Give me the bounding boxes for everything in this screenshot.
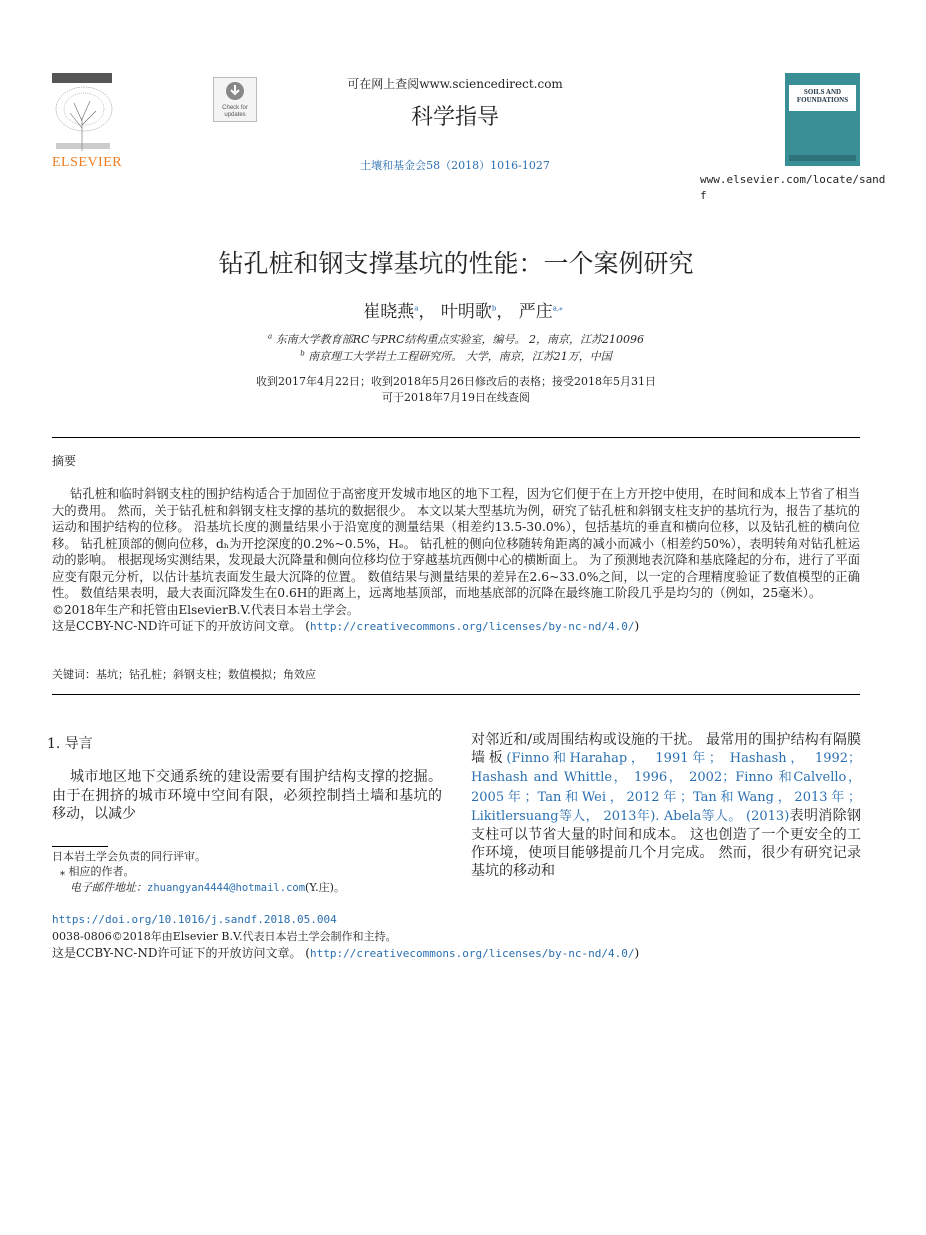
intro-right-post: 表明消除钢支柱可以节省大量的时间和成本。 这也创造了一个更安全的工作环境，使项目能够提前几个月完成。 然而，很少有研究记录基坑的移动和 xyxy=(471,807,861,880)
license-suffix: ) xyxy=(634,619,640,633)
check-for-updates-badge[interactable] xyxy=(213,77,257,122)
journal-name: 科学指导 xyxy=(410,105,499,130)
email-label: 电子邮件地址： xyxy=(70,881,147,894)
available-online: 可在网上查阅www.sciencedirect.com xyxy=(347,77,563,91)
abstract-heading: 摘要 xyxy=(52,454,77,468)
journal-citation[interactable]: 土壤和基金会58（2018）1016-1027 xyxy=(360,159,550,172)
elsevier-tree-icon xyxy=(52,73,122,153)
email-suffix: (Y.庄)。 xyxy=(305,881,345,894)
author-name: 崔晓燕 xyxy=(363,302,415,322)
article-title: 钻孔桩和钢支撑基坑的性能：一个案例研究 xyxy=(218,249,694,278)
footer-license xyxy=(52,944,639,961)
keywords-label: 关键词： xyxy=(52,668,96,681)
affiliation-sup: a xyxy=(268,332,273,341)
keywords xyxy=(52,666,316,682)
intro-right-pre: 对邻近和/或周围结构或设施的干扰。 最常用的围护结构有隔膜墙板 xyxy=(471,732,861,767)
footer-license-prefix: 这是CCBY-NC-ND许可证下的开放访问文章。 ( xyxy=(52,946,310,960)
corresponding-text: 相应的作者。 xyxy=(68,865,135,878)
footnote-corresponding xyxy=(60,864,135,880)
footnote-rule xyxy=(52,846,108,847)
affiliation-text: 南京理工大学岩土工程研究所。 大学，南京，江苏21万，中国 xyxy=(308,350,612,363)
affiliation xyxy=(0,348,912,364)
footer-license-link[interactable]: http://creativecommons.org/licenses/by-nc-nd/4.0/ xyxy=(309,947,635,960)
elsevier-wordmark: ELSEVIER xyxy=(52,155,123,170)
author-name: 叶明歌 xyxy=(440,302,492,322)
author-list: 崔晓燕$^a$， 叶明歌$^b$， 严庄$^{a,⁎}$ xyxy=(363,302,563,322)
abstract-copyright: ©2018年生产和托管由ElsevierB.V.代表日本岩土学会。 xyxy=(52,602,359,617)
received-dates: 收到2017年4月22日；收到2018年5月26日修改后的表格；接受2018年5月31日 xyxy=(256,375,656,388)
license-link[interactable]: http://creativecommons.org/licenses/by-nc-nd/4.0/ xyxy=(309,620,635,633)
issn-line: 0038-0806©2018年由Elsevier B.V.代表日本岩土学会制作和主持。 xyxy=(52,930,397,943)
author-sup[interactable]: b xyxy=(491,304,497,313)
citation-refs[interactable]: (Finno和Harahap， 1991年； Hashash， 1992； Hashash and Whittle， 1996， 2002；Finno 和Calvello，2005年；Tan和Wei，2012年；Tan和Wang，2013年；Likitlersuang等人， 2013年). Abela等人。 (2013) xyxy=(471,751,862,824)
check-updates-label: Check for updates xyxy=(222,105,248,118)
author-name: 严庄 xyxy=(518,302,553,322)
license-prefix: 这是CCBY-NC-ND许可证下的开放访问文章。 ( xyxy=(52,619,310,633)
cover-title: SOILS AND FOUNDATIONS xyxy=(796,88,849,104)
intro-left-text: 城市地区地下交通系统的建设需要有围护结构支撑的挖掘。 由于在拥挤的城市环境中空间有限，必须控制挡土墙和基坑的移动，以减少 xyxy=(52,769,442,822)
footer-license-suffix: ) xyxy=(634,946,640,960)
affiliation-sup: b xyxy=(300,349,305,358)
intro-right-text xyxy=(471,731,861,881)
abstract-text: 钻孔桩和临时斜钢支柱的围护结构适合于加固位于高密度开发城市地区的地下工程，因为它们便于在上方开挖中使用，在时间和成本上节省了相当大的费用。 然而，关于钻孔桩和斜钢支柱支撑的基坑的数据很少。 本文以某大型基坑为例，研究了钻孔桩和斜钢支柱支护的基坑行为，报告了基坑的运动和围护结构的位移。 沿基坑长度的测量结果小于沿宽度的测量结果（相差约13.5-30.0%），包括基坑的垂直和横向位移，以及钻孔桩的横向位移。 钻孔桩顶部的侧向位移，dₕ为开挖深度的0.2%~0.5%，Hₑ。 钻孔桩的侧向位移随转角距离的减小而减小（相差约50%），表明转角对钻孔桩运动的影响。 根据现场实测结果，发现最大沉降量和侧向位移均位于穿越基坑西侧中心的横断面上。 为了预测地表沉降和基底隆起的分布，进行了平面应变有限元分析，以估计基坑表面发生最大沉降的位置。 数值结果与测量结果的差异在2.6~33.0%之间，以一定的合理精度验证了数值模型的正确性。 数值结果表明，最大表面沉降发生在0.6H的距离上，远离地基顶部，而地基底部的沉降在最终施工阶段几乎是均匀的（例如，25毫米）。 xyxy=(52,487,860,600)
journal-homepage[interactable]: www.elsevier.com/locate/sandf xyxy=(700,173,886,202)
author-sup[interactable]: a xyxy=(414,304,419,313)
affiliation xyxy=(0,331,912,347)
footnote-email xyxy=(70,880,345,896)
divider xyxy=(52,437,860,438)
abstract-section xyxy=(52,486,860,636)
keywords-text: 基坑；钻孔桩；斜钢支柱；数值模拟；角效应 xyxy=(96,668,316,681)
divider xyxy=(52,694,860,695)
online-date: 可于2018年7月19日在线查阅 xyxy=(382,391,530,404)
elsevier-logo xyxy=(52,73,122,169)
author-sup[interactable]: a,⁎ xyxy=(552,304,563,313)
journal-cover xyxy=(785,73,860,166)
intro-heading: 1. 导言 xyxy=(47,736,93,752)
affiliation-text: 东南大学教育部RC与PRC结构重点实验室，编号。 2，南京，江苏210096 xyxy=(275,333,644,346)
check-updates-icon xyxy=(225,81,245,101)
abstract-license xyxy=(52,618,860,636)
asterisk-icon: ⁎ xyxy=(60,867,65,878)
email-link[interactable]: zhuangyan4444@hotmail.com xyxy=(147,882,306,894)
doi-link[interactable]: https://doi.org/10.1016/j.sandf.2018.05.004 xyxy=(52,913,337,926)
footnote-peer-review: 日本岩土学会负责的同行评审。 xyxy=(52,850,206,863)
